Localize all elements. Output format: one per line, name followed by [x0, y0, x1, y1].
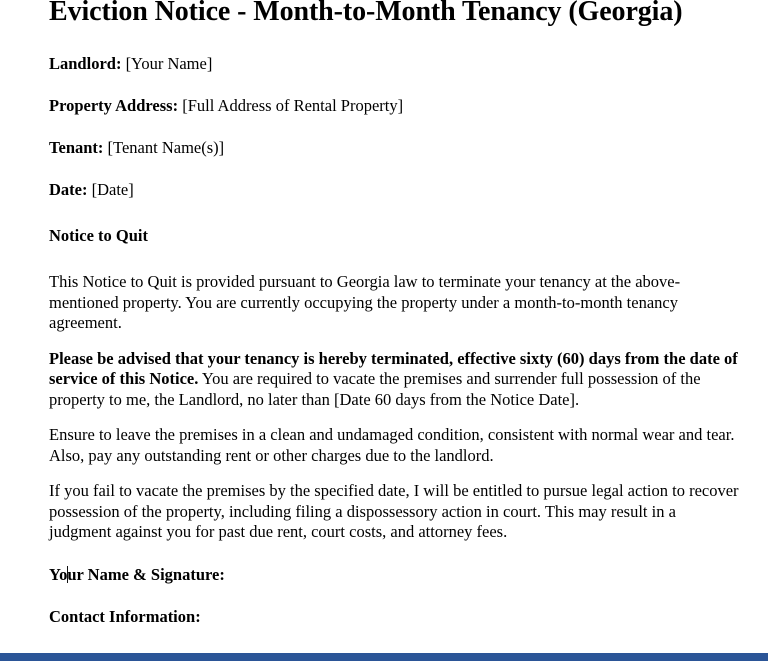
- spacer-4: [49, 200, 740, 226]
- paragraph-termination-rest: You are required to vacate the premises and surrender full possession of the property to me, the Landlord, no later than [Date 60 days from the Notice Date].: [49, 369, 701, 409]
- field-date: [49, 180, 740, 200]
- field-property-address-value: [Full Address of Rental Property]: [182, 96, 404, 115]
- paragraph-termination: [49, 349, 740, 411]
- spacer-3: [49, 158, 740, 180]
- paragraph-legal-action: If you fail to vacate the premises by the specified date, I will be entitled to pursue legal action to recover possession of the property, including filing a dispossessory action in court. This may result in a judgment against you for past due rent, court costs, and attorney fees.: [49, 481, 739, 541]
- field-tenant-value: [Tenant Name(s)]: [107, 138, 225, 157]
- spacer-2: [49, 116, 740, 138]
- document-title: Eviction Notice - Month-to-Month Tenancy (Georgia): [49, 0, 683, 27]
- field-date-value: [Date]: [91, 180, 134, 199]
- field-date-label: Date:: [49, 180, 88, 199]
- spacer-7: [49, 410, 740, 425]
- paragraph-condition: Ensure to leave the premises in a clean and undamaged condition, consistent with normal wear and tear. Also, pay any outstanding rent or other charges due to the landlord.: [49, 425, 735, 465]
- contact-information-heading: Contact Information:: [49, 606, 201, 626]
- spacer-9: [49, 543, 740, 565]
- field-tenant-label: Tenant:: [49, 138, 104, 157]
- spacer-8: [49, 466, 740, 481]
- text-cursor-caret: [67, 566, 68, 583]
- paragraph-termination-bold: Please be advised that your tenancy is hereby terminated, effective sixty (60) days from the date of service of this Notice.: [49, 348, 738, 388]
- field-property-address-label: Property Address:: [49, 96, 179, 115]
- field-tenant: [49, 138, 740, 158]
- signature-heading: [49, 565, 740, 585]
- field-landlord-label: Landlord:: [49, 54, 122, 73]
- field-property-address: [49, 96, 740, 116]
- bottom-accent-bar: [0, 653, 768, 661]
- field-landlord-value: [Your Name]: [125, 54, 213, 73]
- notice-to-quit-heading: Notice to Quit: [49, 226, 148, 245]
- signature-heading-text-before-caret: Yo: [49, 564, 68, 584]
- spacer-5: [49, 246, 740, 272]
- spacer-6: [49, 334, 740, 349]
- signature-heading-text-after-caret: ur Name & Signature:: [67, 564, 225, 584]
- spacer-after-title: [49, 32, 740, 54]
- field-landlord: [49, 54, 740, 74]
- spacer-10: [49, 585, 740, 607]
- paragraph-notice-basis: This Notice to Quit is provided pursuant to Georgia law to terminate your tenancy at the above-mentioned property. You are currently occupying the property under a month-to-month tenancy agreement.: [49, 272, 681, 332]
- document-body[interactable]: [49, 0, 740, 627]
- spacer-1: [49, 74, 740, 96]
